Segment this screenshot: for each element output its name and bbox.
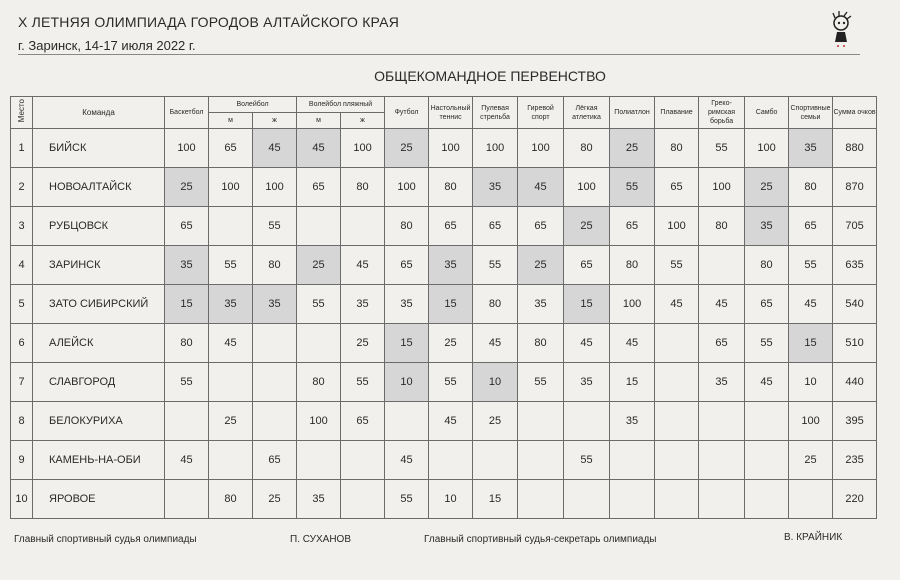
score-cell: 55 [253, 207, 297, 246]
score-cell [789, 480, 833, 519]
score-cell: 15 [610, 363, 655, 402]
score-cell [209, 363, 253, 402]
table-row [11, 246, 877, 285]
score-cell: 35 [789, 129, 833, 168]
column-header-total: Сумма очков [833, 97, 877, 129]
score-cell: 45 [564, 324, 610, 363]
score-cell [253, 363, 297, 402]
score-cell: 45 [209, 324, 253, 363]
table-row [11, 324, 877, 363]
score-cell: 25 [564, 207, 610, 246]
score-cell: 15 [165, 285, 209, 324]
score-cell: 10 [789, 363, 833, 402]
column-header-shooting: Пулевая стрельба [473, 97, 518, 129]
table-row [11, 363, 877, 402]
table-row [11, 207, 877, 246]
score-cell: 65 [429, 207, 473, 246]
score-cell: 80 [165, 324, 209, 363]
score-cell: 55 [610, 168, 655, 207]
score-cell: 65 [655, 168, 699, 207]
column-header-football: Футбол [385, 97, 429, 129]
score-cell [297, 441, 341, 480]
total-cell: 440 [833, 363, 877, 402]
score-cell: 55 [564, 441, 610, 480]
score-cell: 80 [297, 363, 341, 402]
score-cell [341, 480, 385, 519]
score-cell: 65 [297, 168, 341, 207]
table-row [11, 129, 877, 168]
column-header-athletics: Лёгкая атлетика [564, 97, 610, 129]
score-cell: 100 [699, 168, 745, 207]
score-cell: 100 [253, 168, 297, 207]
score-cell: 55 [655, 246, 699, 285]
score-cell [209, 441, 253, 480]
score-cell: 80 [745, 246, 789, 285]
score-cell: 65 [209, 129, 253, 168]
score-cell: 25 [518, 246, 564, 285]
place-cell: 10 [11, 480, 33, 519]
score-cell: 100 [429, 129, 473, 168]
chief-judge-name: П. СУХАНОВ [290, 534, 351, 545]
score-cell: 10 [473, 363, 518, 402]
document-header [18, 14, 399, 53]
column-header-beach-men: м [297, 113, 341, 129]
team-name-cell: ЗАТО СИБИРСКИЙ [33, 285, 165, 324]
score-cell: 45 [165, 441, 209, 480]
place-cell: 5 [11, 285, 33, 324]
column-header-swimming: Плавание [655, 97, 699, 129]
table-title: ОБЩЕКОМАНДНОЕ ПЕРВЕНСТВО [374, 68, 606, 84]
score-cell: 45 [473, 324, 518, 363]
column-header-beach-women: ж [341, 113, 385, 129]
score-cell: 100 [385, 168, 429, 207]
score-cell: 35 [165, 246, 209, 285]
team-name-cell: РУБЦОВСК [33, 207, 165, 246]
total-cell: 510 [833, 324, 877, 363]
score-cell [341, 207, 385, 246]
table-row [11, 168, 877, 207]
score-cell: 25 [473, 402, 518, 441]
score-cell [655, 324, 699, 363]
score-cell: 65 [165, 207, 209, 246]
score-cell: 25 [297, 246, 341, 285]
score-cell: 65 [385, 246, 429, 285]
score-cell [699, 441, 745, 480]
column-header-polyathlon: Полиатлон [610, 97, 655, 129]
secretary-label: Главный спортивный судья-секретарь олимпиады [424, 534, 657, 545]
score-cell [564, 402, 610, 441]
table-row [11, 480, 877, 519]
table-row [11, 402, 877, 441]
place-cell: 7 [11, 363, 33, 402]
place-cell: 3 [11, 207, 33, 246]
score-cell: 55 [789, 246, 833, 285]
score-cell: 45 [745, 363, 789, 402]
score-cell: 80 [341, 168, 385, 207]
score-cell: 100 [655, 207, 699, 246]
score-cell [341, 441, 385, 480]
score-cell: 100 [610, 285, 655, 324]
score-cell: 65 [745, 285, 789, 324]
mascot-logo-icon [826, 10, 856, 50]
standings-body [11, 129, 877, 519]
place-cell: 1 [11, 129, 33, 168]
column-header-kettlebell: Гиревой спорт [518, 97, 564, 129]
chief-judge-label: Главный спортивный судья олимпиады [14, 534, 197, 545]
score-cell: 35 [385, 285, 429, 324]
team-name-cell: БИЙСК [33, 129, 165, 168]
score-cell [209, 207, 253, 246]
score-cell: 100 [341, 129, 385, 168]
column-header-greco-roman: Греко-римская борьба [699, 97, 745, 129]
score-cell [655, 480, 699, 519]
score-cell: 100 [518, 129, 564, 168]
score-cell: 65 [789, 207, 833, 246]
score-cell [385, 402, 429, 441]
score-cell: 25 [745, 168, 789, 207]
team-name-cell: ЗАРИНСК [33, 246, 165, 285]
score-cell [655, 441, 699, 480]
column-header-team: Команда [33, 97, 165, 129]
score-cell [655, 363, 699, 402]
score-cell: 35 [699, 363, 745, 402]
score-cell: 55 [341, 363, 385, 402]
total-cell: 220 [833, 480, 877, 519]
score-cell: 55 [745, 324, 789, 363]
place-cell: 4 [11, 246, 33, 285]
score-cell: 25 [429, 324, 473, 363]
score-cell: 25 [385, 129, 429, 168]
score-cell: 35 [341, 285, 385, 324]
score-cell: 35 [518, 285, 564, 324]
standings-table [10, 96, 877, 519]
score-cell: 55 [699, 129, 745, 168]
total-cell: 540 [833, 285, 877, 324]
total-cell: 395 [833, 402, 877, 441]
score-cell [655, 402, 699, 441]
score-cell [610, 480, 655, 519]
document-subtitle: г. Заринск, 14-17 июля 2022 г. [18, 38, 196, 53]
score-cell: 45 [297, 129, 341, 168]
score-cell: 15 [385, 324, 429, 363]
team-name-cell: СЛАВГОРОД [33, 363, 165, 402]
score-cell: 25 [789, 441, 833, 480]
score-cell: 80 [655, 129, 699, 168]
score-cell: 80 [209, 480, 253, 519]
score-cell: 80 [253, 246, 297, 285]
score-cell [165, 402, 209, 441]
column-header-volleyball: Волейбол [209, 97, 297, 113]
score-cell [429, 441, 473, 480]
total-cell: 235 [833, 441, 877, 480]
score-cell [518, 441, 564, 480]
score-cell: 25 [209, 402, 253, 441]
score-cell: 80 [429, 168, 473, 207]
score-cell: 15 [473, 480, 518, 519]
score-cell: 100 [745, 129, 789, 168]
score-cell [699, 246, 745, 285]
score-cell: 35 [564, 363, 610, 402]
score-cell: 25 [165, 168, 209, 207]
score-cell: 100 [473, 129, 518, 168]
score-cell: 80 [610, 246, 655, 285]
team-name-cell: КАМЕНЬ-НА-ОБИ [33, 441, 165, 480]
score-cell: 100 [789, 402, 833, 441]
score-cell: 80 [473, 285, 518, 324]
score-cell: 35 [473, 168, 518, 207]
score-cell: 45 [341, 246, 385, 285]
score-cell: 55 [297, 285, 341, 324]
score-cell: 80 [564, 129, 610, 168]
column-header-place: Место [11, 97, 33, 129]
column-header-volleyball-men: м [209, 113, 253, 129]
score-cell: 45 [253, 129, 297, 168]
score-cell: 65 [341, 402, 385, 441]
place-cell: 9 [11, 441, 33, 480]
score-cell: 45 [699, 285, 745, 324]
score-cell: 80 [789, 168, 833, 207]
score-cell: 80 [518, 324, 564, 363]
total-cell: 705 [833, 207, 877, 246]
score-cell: 55 [473, 246, 518, 285]
score-cell: 35 [209, 285, 253, 324]
score-cell [253, 402, 297, 441]
score-cell: 25 [253, 480, 297, 519]
score-cell: 15 [564, 285, 610, 324]
score-cell: 65 [253, 441, 297, 480]
header-divider [18, 54, 860, 55]
table-row [11, 441, 877, 480]
score-cell [253, 324, 297, 363]
score-cell [610, 441, 655, 480]
score-cell: 15 [429, 285, 473, 324]
score-cell: 65 [699, 324, 745, 363]
score-cell: 100 [297, 402, 341, 441]
score-cell: 35 [297, 480, 341, 519]
team-name-cell: АЛЕЙСК [33, 324, 165, 363]
score-cell [297, 207, 341, 246]
score-cell [699, 480, 745, 519]
score-cell: 55 [518, 363, 564, 402]
team-name-cell: ЯРОВОЕ [33, 480, 165, 519]
place-cell: 2 [11, 168, 33, 207]
score-cell: 80 [699, 207, 745, 246]
total-cell: 870 [833, 168, 877, 207]
column-header-basketball: Баскетбол [165, 97, 209, 129]
score-cell [518, 480, 564, 519]
score-cell [699, 402, 745, 441]
score-cell [297, 324, 341, 363]
score-cell [564, 480, 610, 519]
score-cell: 35 [429, 246, 473, 285]
place-cell: 8 [11, 402, 33, 441]
score-cell: 55 [165, 363, 209, 402]
column-header-sambo: Самбо [745, 97, 789, 129]
score-cell: 15 [789, 324, 833, 363]
score-cell: 80 [385, 207, 429, 246]
score-cell [518, 402, 564, 441]
column-header-family: Спортивные семьи [789, 97, 833, 129]
score-cell: 45 [655, 285, 699, 324]
score-cell: 65 [518, 207, 564, 246]
score-cell [165, 480, 209, 519]
score-cell: 100 [165, 129, 209, 168]
score-cell: 65 [610, 207, 655, 246]
column-header-volleyball-women: ж [253, 113, 297, 129]
score-cell: 45 [610, 324, 655, 363]
score-cell: 35 [745, 207, 789, 246]
place-cell: 6 [11, 324, 33, 363]
score-cell: 25 [610, 129, 655, 168]
score-cell: 25 [341, 324, 385, 363]
score-cell [745, 402, 789, 441]
column-header-table-tennis: Настольный теннис [429, 97, 473, 129]
team-name-cell: НОВОАЛТАЙСК [33, 168, 165, 207]
score-cell: 45 [429, 402, 473, 441]
team-name-cell: БЕЛОКУРИХА [33, 402, 165, 441]
score-cell: 10 [385, 363, 429, 402]
score-cell: 55 [429, 363, 473, 402]
table-row [11, 285, 877, 324]
score-cell: 45 [385, 441, 429, 480]
score-cell: 55 [209, 246, 253, 285]
score-cell: 65 [564, 246, 610, 285]
total-cell: 880 [833, 129, 877, 168]
score-cell: 45 [518, 168, 564, 207]
column-header-beach-volleyball: Волейбол пляжный [297, 97, 385, 113]
score-cell: 10 [429, 480, 473, 519]
score-cell: 45 [789, 285, 833, 324]
score-cell [745, 441, 789, 480]
total-cell: 635 [833, 246, 877, 285]
score-cell [473, 441, 518, 480]
score-cell: 100 [209, 168, 253, 207]
score-cell: 55 [385, 480, 429, 519]
document-title: X ЛЕТНЯЯ ОЛИМПИАДА ГОРОДОВ АЛТАЙСКОГО КРАЯ [18, 14, 399, 30]
score-cell: 35 [253, 285, 297, 324]
secretary-name: В. КРАЙНИК [784, 532, 843, 543]
score-cell: 65 [473, 207, 518, 246]
score-cell: 100 [564, 168, 610, 207]
score-cell: 35 [610, 402, 655, 441]
score-cell [745, 480, 789, 519]
